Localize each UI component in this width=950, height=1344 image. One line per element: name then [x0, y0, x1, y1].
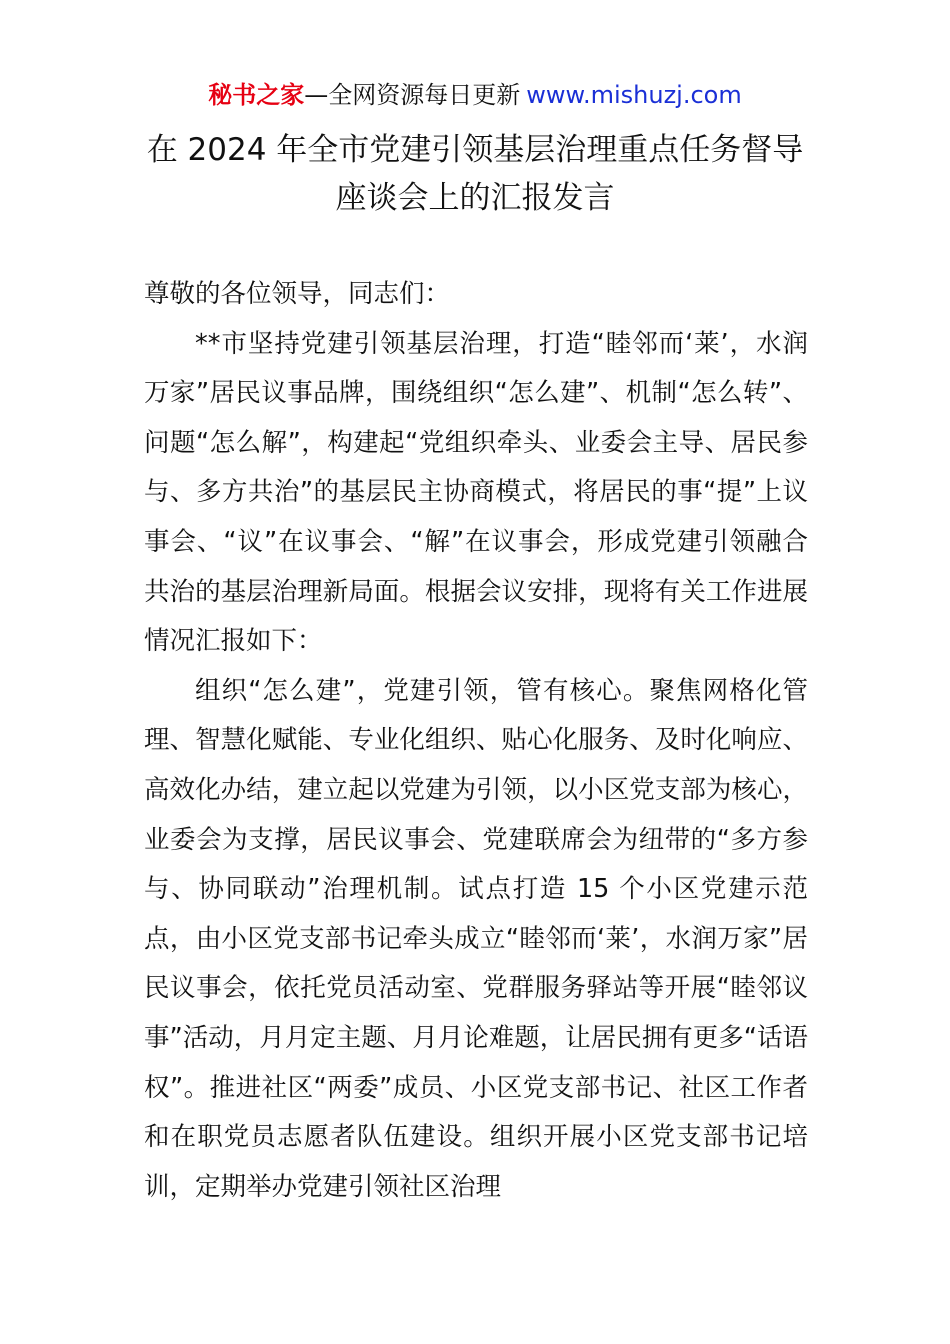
- site-name: 秘书之家: [208, 81, 305, 109]
- site-url-link[interactable]: www.mishuzj.com: [526, 81, 742, 109]
- document-body: [144, 270, 808, 1212]
- paragraph-organization: 组织“怎么建”，党建引领，管有核心。聚焦网格化管理、智慧化赋能、专业化组织、贴心化服务、及时化响应、高效化办结，建立起以党建为引领，以小区党支部为核心，业委会为支撑，居民议事会、党建联席会为纽带的“多方参与、协同联动”治理机制。试点打造 15 个小区党建示范点，由小区党支部书记牵头成立“睦邻而‘莱’，水润万家”居民议事会，依托党员活动室、党群服务驿站等开展“睦邻议事”活动，月月定主题、月月论难题，让居民拥有更多“话语权”。推进社区“两委”成员、小区党支部书记、社区工作者和在职党员志愿者队伍建设。组织开展小区党支部书记培训，定期举办党建引领社区治理: [144, 675, 808, 1202]
- site-tagline: —全网资源每日更新: [304, 81, 521, 109]
- document-title: [100, 126, 850, 222]
- document-title-line-1: 在 2024 年全市党建引领基层治理重点任务督导: [146, 132, 804, 168]
- document-title-line-2: 座谈会上的汇报发言: [335, 180, 615, 216]
- salutation: 尊敬的各位领导，同志们：: [144, 279, 451, 309]
- paragraph-intro: **市坚持党建引领基层治理，打造“睦邻而‘莱’，水润万家”居民议事品牌，围绕组织“怎么建”、机制“怎么转”、问题“怎么解”，构建起“党组织牵头、业委会主导、居民参与、多方共治”的基层民主协商模式，将居民的事“提”上议事会、“议”在议事会、“解”在议事会，形成党建引领融合共治的基层治理新局面。根据会议安排，现将有关工作进展情况汇报如下：: [144, 328, 808, 657]
- site-header: [0, 78, 950, 112]
